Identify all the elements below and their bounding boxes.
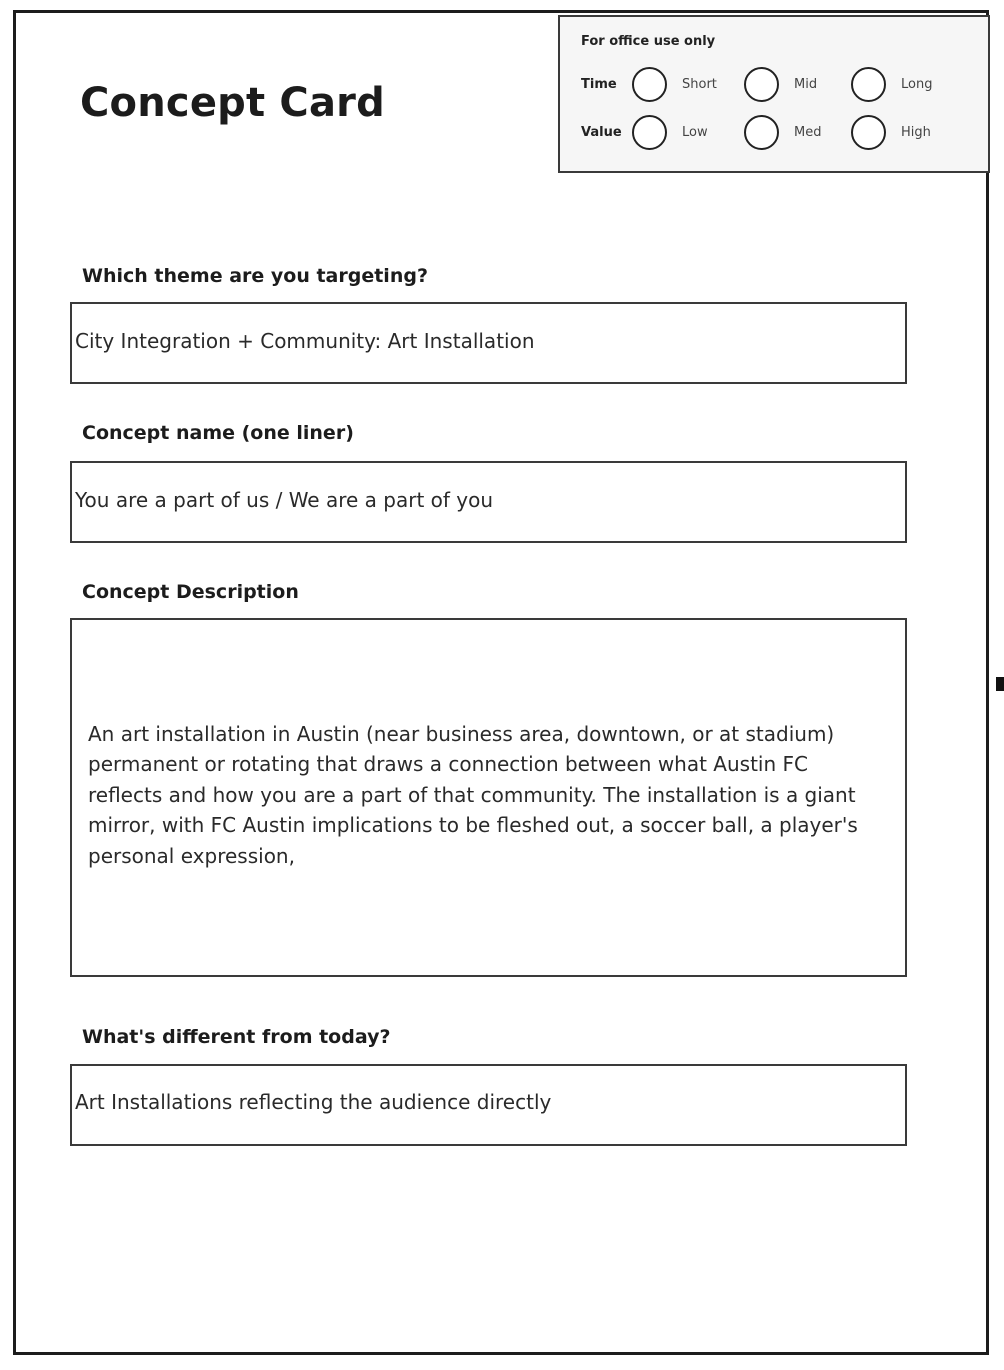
- time-long-radio[interactable]: [851, 67, 886, 102]
- time-mid-radio[interactable]: [744, 67, 779, 102]
- value-low-radio[interactable]: [632, 115, 667, 150]
- difference-value: Art Installations reflecting the audience directly: [75, 1090, 552, 1114]
- value-high-radio[interactable]: [851, 115, 886, 150]
- value-med-radio[interactable]: [744, 115, 779, 150]
- theme-value: City Integration + Community: Art Installation: [75, 329, 535, 353]
- difference-label: What's different from today?: [82, 1026, 391, 1048]
- value-med-label: Med: [794, 125, 822, 140]
- office-use-heading: For office use only: [581, 34, 716, 49]
- theme-field[interactable]: [70, 302, 907, 384]
- theme-label: Which theme are you targeting?: [82, 265, 428, 287]
- time-mid-label: Mid: [794, 77, 818, 92]
- value-row-label: Value: [581, 125, 622, 140]
- concept-name-label: Concept name (one liner): [82, 422, 354, 444]
- office-use-panel: [558, 15, 990, 173]
- difference-field[interactable]: [70, 1064, 907, 1146]
- value-high-label: High: [901, 125, 931, 140]
- time-long-label: Long: [901, 77, 933, 92]
- concept-name-field[interactable]: [70, 461, 907, 543]
- time-short-radio[interactable]: [632, 67, 667, 102]
- time-short-label: Short: [682, 77, 717, 92]
- edge-marker: [996, 677, 1004, 691]
- concept-description-label: Concept Description: [82, 581, 299, 603]
- concept-description-field[interactable]: [70, 618, 907, 977]
- time-row-label: Time: [581, 77, 617, 92]
- concept-name-value: You are a part of us / We are a part of you: [75, 488, 494, 512]
- value-low-label: Low: [682, 125, 708, 140]
- concept-description-value: An art installation in Austin (near business area, downtown, or at stadium) permanent or rotating that draws a connection between what Austin FC reflects and how you are a part of that community. The installation is a giant mirror, with FC Austin implications to be fleshed out, a soccer ball, a player's personal expression,: [88, 722, 858, 868]
- page-title: Concept Card: [80, 80, 385, 126]
